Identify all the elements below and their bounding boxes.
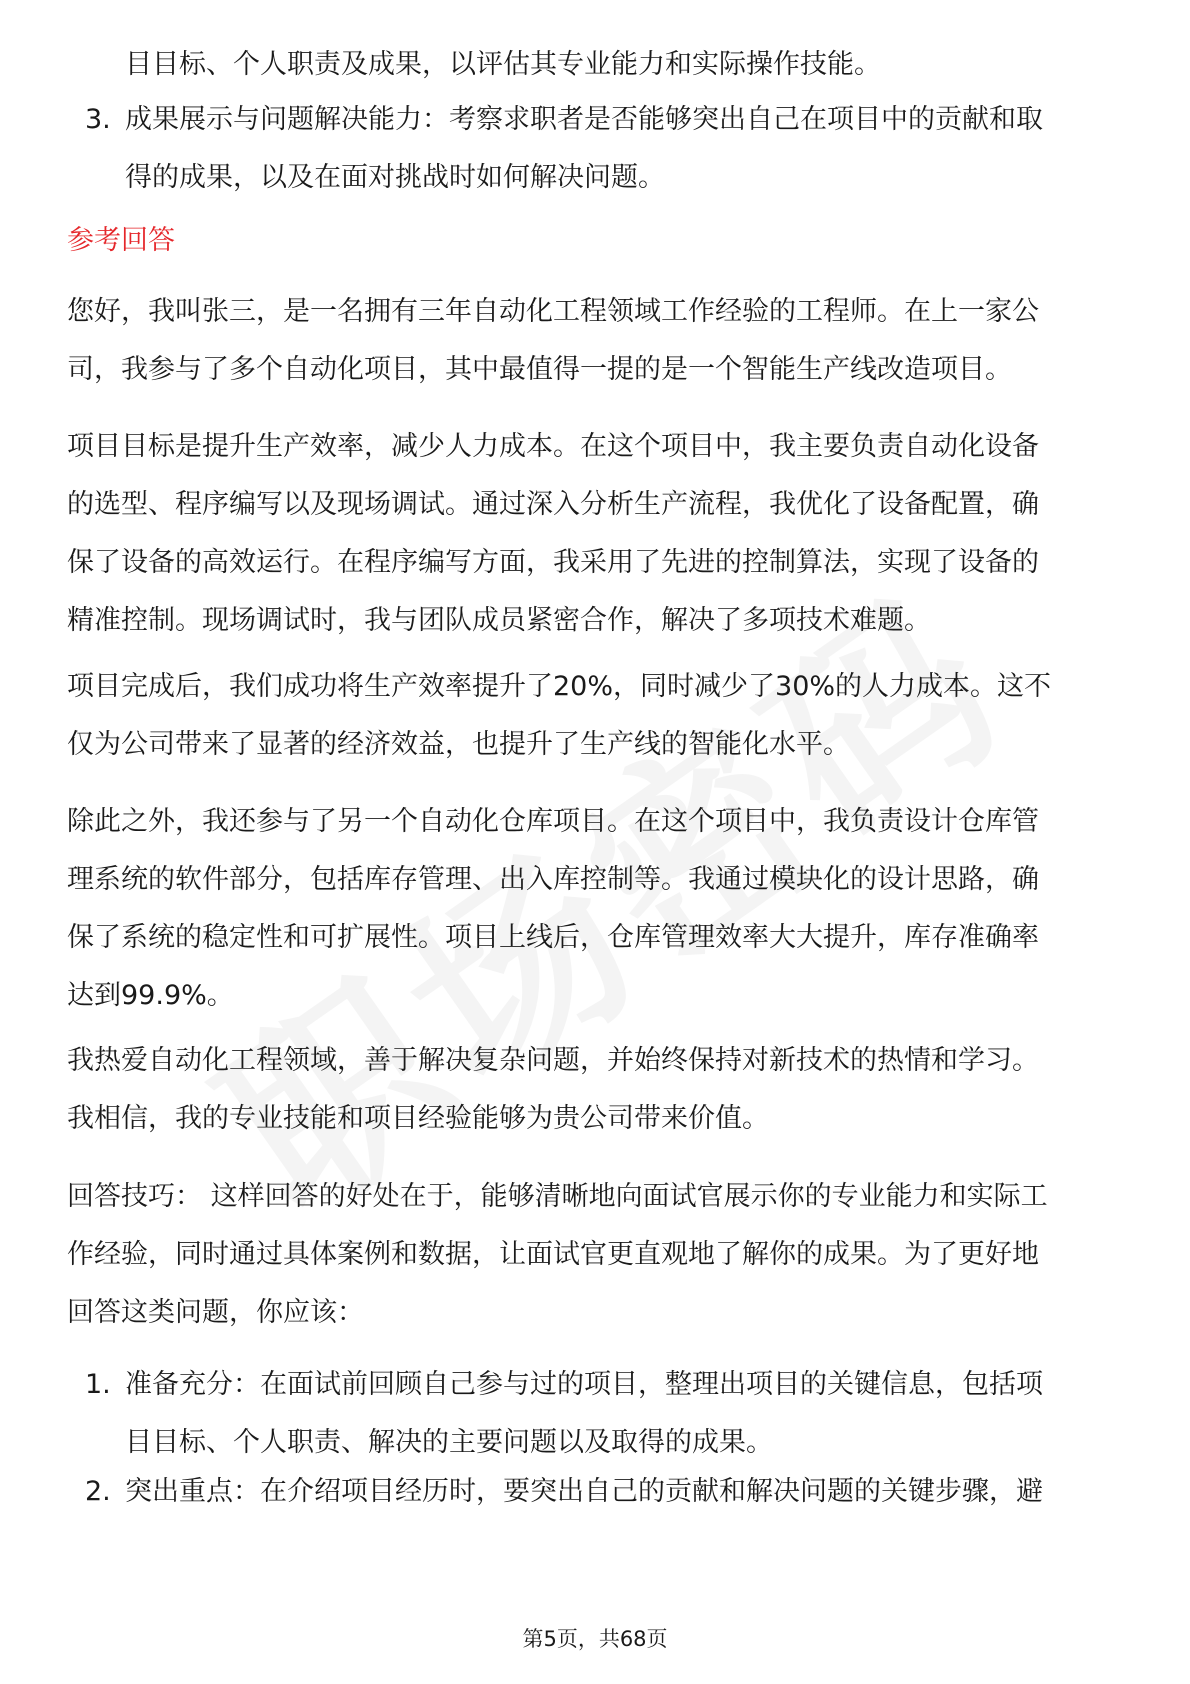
list-item-line: 突出重点：在介绍项目经历时，要突出自己的贡献和解决问题的关键步骤，避 — [125, 1476, 1043, 1507]
criteria-list-item-3 — [73, 91, 1043, 207]
paragraph-line: 理系统的软件部分，包括库存管理、出入库控制等。我通过模块化的设计思路，确 — [67, 864, 1039, 895]
paragraph-line: 精准控制。现场调试时，我与团队成员紧密合作，解决了多项技术难题。 — [67, 605, 931, 636]
list-item-line: 目目标、个人职责及成果，以评估其专业能力和实际操作技能。 — [125, 49, 881, 80]
reference-answer-heading: 参考回答 — [67, 225, 175, 256]
list-item-continuation — [73, 36, 881, 94]
paragraph-line: 司，我参与了多个自动化项目，其中最值得一提的是一个智能生产线改造项目。 — [67, 354, 1012, 385]
paragraph-line: 仅为公司带来了显著的经济效益，也提升了生产线的智能化水平。 — [67, 729, 850, 760]
list-number: 1. — [85, 1369, 111, 1400]
paragraph-line: 保了设备的高效运行。在程序编写方面，我采用了先进的控制算法，实现了设备的 — [67, 547, 1039, 578]
paragraph-line: 我热爱自动化工程领域，善于解决复杂问题，并始终保持对新技术的热情和学习。 — [67, 1045, 1039, 1076]
answer-paragraph-2 — [67, 418, 1039, 650]
answer-paragraph-3 — [67, 658, 1051, 774]
paragraph-line: 我相信，我的专业技能和项目经验能够为贵公司带来价值。 — [67, 1103, 769, 1134]
list-item-line: 目目标、个人职责、解决的主要问题以及取得的成果。 — [125, 1427, 773, 1458]
list-item-line: 准备充分：在面试前回顾自己参与过的项目，整理出项目的关键信息，包括项 — [125, 1369, 1043, 1400]
answer-paragraph-5 — [67, 1032, 1039, 1148]
paragraph-line: 的选型、程序编写以及现场调试。通过深入分析生产流程，我优化了设备配置，确 — [67, 489, 1039, 520]
page-number-footer: 第5页，共68页 — [522, 1627, 668, 1651]
answer-paragraph-4 — [67, 793, 1039, 1025]
paragraph-line: 作经验，同时通过具体案例和数据，让面试官更直观地了解你的成果。为了更好地 — [67, 1239, 1039, 1270]
paragraph-line: 项目目标是提升生产效率，减少人力成本。在这个项目中，我主要负责自动化设备 — [67, 431, 1039, 462]
paragraph-line: 保了系统的稳定性和可扩展性。项目上线后，仓库管理效率大大提升，库存准确率 — [67, 922, 1039, 953]
paragraph-line: 达到99.9%。 — [67, 980, 234, 1011]
paragraph-line: 项目完成后，我们成功将生产效率提升了20%，同时减少了30%的人力成本。这不 — [67, 671, 1052, 702]
paragraph-line: 回答技巧： 这样回答的好处在于，能够清晰地向面试官展示你的专业能力和实际工 — [67, 1181, 1048, 1212]
paragraph-line: 回答这类问题，你应该： — [67, 1297, 364, 1328]
tips-list-item-1 — [73, 1356, 1043, 1472]
list-number: 2. — [85, 1476, 111, 1507]
answer-tips-paragraph — [67, 1168, 1048, 1342]
tips-list-item-2 — [73, 1463, 1043, 1521]
list-item-line: 成果展示与问题解决能力：考察求职者是否能够突出自己在项目中的贡献和取 — [125, 104, 1043, 135]
list-item-line: 得的成果，以及在面对挑战时如何解决问题。 — [125, 162, 665, 193]
list-number: 3. — [85, 104, 111, 135]
answer-paragraph-1 — [67, 283, 1039, 399]
paragraph-line: 除此之外，我还参与了另一个自动化仓库项目。在这个项目中，我负责设计仓库管 — [67, 806, 1039, 837]
paragraph-line: 您好，我叫张三，是一名拥有三年自动化工程领域工作经验的工程师。在上一家公 — [67, 296, 1039, 327]
